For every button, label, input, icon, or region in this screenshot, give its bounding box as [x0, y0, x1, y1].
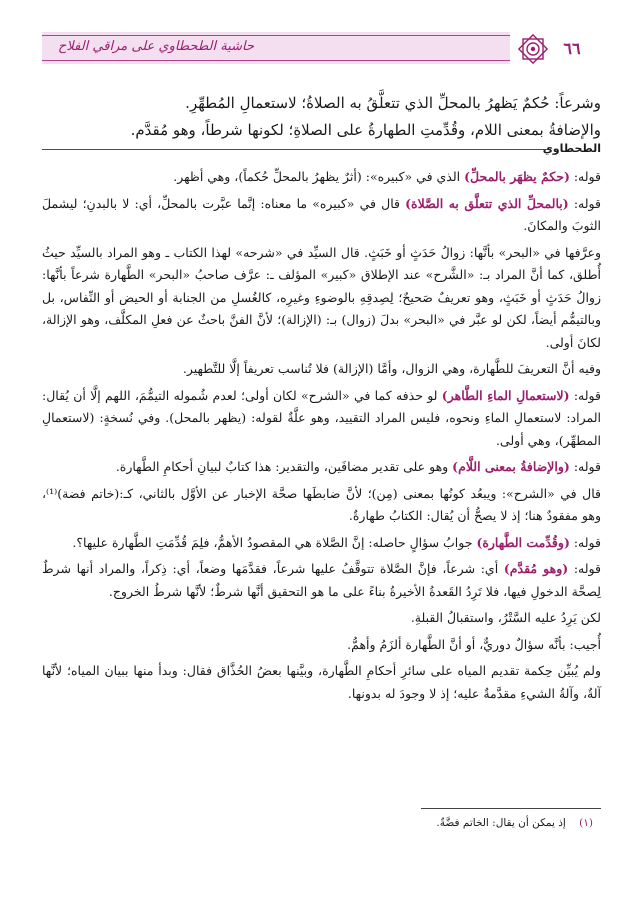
title-band — [42, 32, 510, 64]
main-paragraph: وشرعاً: حُكمٌ يَظهرُ بالمحلِّ الذي تتعلَّقُ به الصلاةُ؛ لاستعمالِ المُطهِّرِ. — [185, 94, 601, 112]
commentary-body — [42, 166, 601, 709]
commentary-paragraph: أُجيب: بأنَّه سؤالٌ دوريٌّ، أو أنَّ الطَّهارة ألزَمُ وأهمُّ. — [347, 636, 601, 652]
main-paragraph: والإضافةُ بمعنى اللام، وقُدِّمتِ الطهارةُ على الصلاةِ؛ لكونها شرطاً، وهو مُقدَّم. — [130, 121, 601, 139]
lemma: (لاستعمالِ الماءِ الطَّاهر) — [441, 387, 570, 403]
commentary-paragraph: قوله: (لاستعمالِ الماءِ الطَّاهر) لو حذفه كما في «الشرح» لكان أولى؛ لعدم شُموله التيمُّمَ، اللهم إلَّا أن يُقال: المراد: لاستعمالِ الماءِ ونحوه، فليس المراد التقييد، وهو علَّةٌ لقوله: (يظهر بالمحل). وفي نُسخةٍ: (لاستعمالِ المطهِّر)، وهي أولى. — [42, 387, 601, 448]
footnote-divider — [421, 808, 601, 809]
lemma: (وقُدِّمت الطَّهارة) — [476, 534, 570, 550]
lemma: (وهو مُقدَّم) — [503, 561, 569, 576]
commentary-paragraph: لكن يَرِدُ عليه السَّتْرُ، واستقبالُ القبلةِ. — [410, 610, 601, 625]
commentator-label: الطحطاوي — [542, 142, 601, 155]
lemma: (حكمٌ يظهَر بالمحلِّ) — [464, 169, 570, 184]
footnote — [42, 815, 593, 831]
commentary-paragraph: وفيه أنَّ التعريفَ للطَّهارة، وهي الزوال، وأمَّا (الإزالة) فلا تُناسب تعريفاً إلَّا للتَّطهير. — [182, 361, 601, 376]
lemma: (بالمحلِّ الذي تتعلَّق به الصَّلاة) — [405, 195, 569, 211]
star-ornament-icon — [516, 32, 550, 66]
main-text — [42, 90, 601, 144]
section-divider — [42, 149, 551, 150]
commentary-paragraph: قوله: (وقُدِّمت الطَّهارة) جوابُ سؤالٍ حاصله: إنَّ الصَّلاة هي المقصودُ الأهمُّ، فلِمَ قُدِّمَتِ الطَّهارة عليها؟. — [72, 534, 601, 550]
running-title: حاشية الطحطاوي على مراقي الفلاح — [58, 39, 255, 54]
commentary-paragraph: قال في «الشرح»: ويبعُد كونُها بمعنى (مِن)؛ لأنَّ ضابطَها صحَّة الإخبار عن الأوَّل بالثاني، كـ:(خاتم فضة)⁽¹⁾، وهو مفقودٌ هنا؛ إذ لا يصحُّ أن يُقال: الكتابُ طهارةٌ. — [42, 485, 601, 523]
commentary-paragraph: قوله: (وهو مُقدَّم) أي: شرعاً، فإنَّ الصَّلاة تتوقَّفُ عليها شرعاً، فقدَّمَها وضعاً، أي: ذِكراً، والمراد أنها شرطٌ لِصحَّة الدخولِ فيها، فلا تَرِدُ القَعدةُ الأخيرةُ بناءً على ما هو التحقيق أنَّها شرطٌ؛ لأنَّها شرطُ الخروج. — [42, 561, 601, 599]
footnote-text: إذ يمكن أن يقال: الخاتم فضَّةٌ. — [436, 817, 566, 829]
commentary-paragraph: وعرَّفها في «البحر» بأنَّها: زوالُ حَدَثٍ أو خَبَثٍ. قال السيِّد في «شرحه» لهذا الكتاب ـ وهو المراد بالسيِّد حيثُ أُطلق، كما أنَّ المراد بـ: «الشَّرح» عند الإطلاق «كبير» المؤلف ـ: عرَّف صاحبُ «البحر» الطَّهارة شرعاً بأنَّها: زوالُ حَدَثٍ أو خَبَثٍ، وهو تعريفٌ صَحيحٌ؛ لِصِدقِهِ بالوضوءِ وغيرِه، كالغُسلِ من الجنابة أو الحيض أو النِّفاس، بل وبالتيمُّم أيضاً، لكن لو عبَّر في «البحر» بدلَ (زوال) بـ: (الإزالة)؛ لأنَّ الفنَّ باحثٌ عن فعلِ المكلَّف، وهو الإزالة، لكانَ أولى. — [42, 244, 601, 350]
page-number: ٦٦ — [563, 39, 581, 58]
lemma: (والإضافةُ بمعنى اللَّام) — [452, 459, 570, 474]
commentary-paragraph: قوله: (والإضافةُ بمعنى اللَّام) وهو على تقدير مضافَين، والتقدير: هذا كتابٌ لبيانِ أحكامِ الطَّهارة. — [115, 459, 601, 474]
commentary-paragraph: قوله: (بالمحلِّ الذي تتعلَّق به الصَّلاة) قال في «كبيره» ما معناه: إنَّما عبَّرت بالمحلِّ، أي: لا بالبدنِ؛ ليشملَ الثوبَ والمكانَ. — [42, 195, 601, 233]
page-header — [42, 30, 590, 66]
footnote-marker: (١) — [579, 817, 593, 829]
commentary-paragraph: قوله: (حكمٌ يظهَر بالمحلِّ) الذي في «كبيره»: (أثرٌ يظهرُ بالمحلِّ حُكماً)، وهي أظهر. — [173, 169, 601, 184]
commentary-paragraph: ولم يُبيِّن حِكمة تقديم المياه على سائرِ أحكامِ الطَّهارة، وبيَّنها بعضُ الحُذَّاق فقال: وبدأ منها ببيان المياه؛ لأنَّها آلةٌ، وآلةُ الشيءِ مقدَّمةٌ عليه؛ إذ لا وجودَ له بدونها. — [42, 663, 601, 701]
